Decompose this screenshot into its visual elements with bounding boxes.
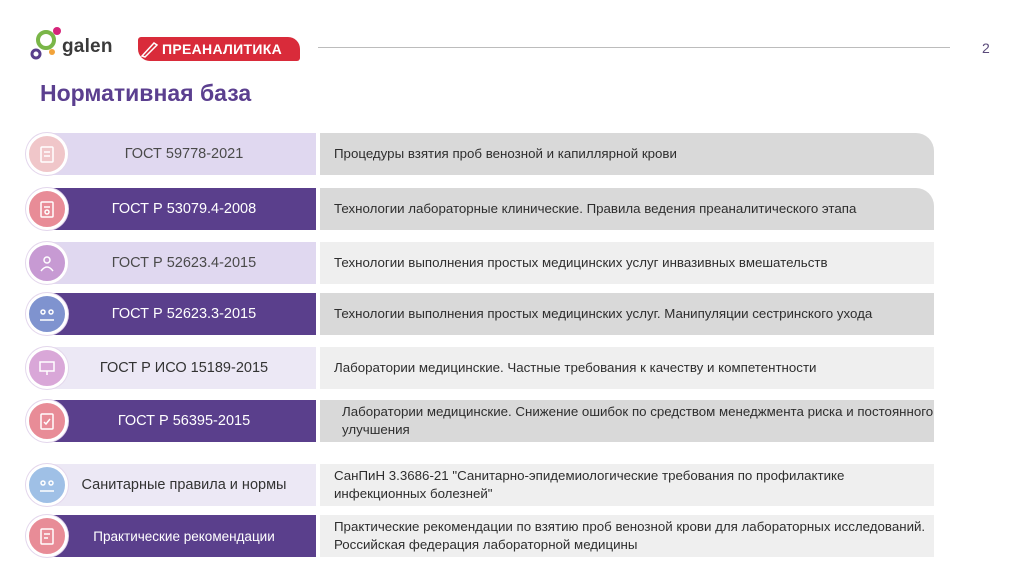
presentation-icon: [26, 347, 68, 389]
galen-logo-text: galen: [62, 36, 113, 57]
standard-label: Санитарные правила и нормы: [52, 464, 316, 506]
standard-description: Практические рекомендации по взятию проб венозной крови для лабораторных исследований. Российская федерация лабораторной медицины: [320, 515, 934, 557]
clipboard-icon: [26, 188, 68, 230]
standard-description: СанПиН 3.3686-21 "Санитарно-эпидемиологические требования по профилактике инфекционных болезней": [320, 464, 934, 506]
clipboard-icon: [26, 515, 68, 557]
page-number: 2: [982, 40, 990, 56]
standard-description: Технологии лабораторные клинические. Правила ведения преаналитического этапа: [320, 188, 934, 230]
standard-label: ГОСТ Р 52623.4-2015: [52, 242, 316, 284]
standard-label: Практические рекомендации: [52, 515, 316, 557]
brand-badge: [138, 37, 300, 61]
page-title: Нормативная база: [40, 80, 252, 106]
standard-description: Лаборатории медицинские. Снижение ошибок по средством менеджмента риска и постоянного улучшения: [320, 400, 934, 442]
doctor-icon: [26, 242, 68, 284]
team-icon: [26, 293, 68, 335]
team-icon: [26, 464, 68, 506]
standard-label: ГОСТ 59778-2021: [52, 133, 316, 175]
clipboard-icon: [26, 400, 68, 442]
brand-badge-label: ПРЕАНАЛИТИКА: [162, 41, 282, 57]
standard-label: ГОСТ Р ИСО 15189-2015: [52, 347, 316, 389]
pencil-icon: [140, 40, 160, 58]
standard-description: Лаборатории медицинские. Частные требования к качеству и компетентности: [320, 347, 934, 389]
clipboard-icon: [26, 133, 68, 175]
standard-description: Технологии выполнения простых медицинских услуг инвазивных вмешательств: [320, 242, 934, 284]
standard-description: Технологии выполнения простых медицинских услуг. Манипуляции сестринского ухода: [320, 293, 934, 335]
standard-label: ГОСТ Р 53079.4-2008: [52, 188, 316, 230]
standard-description: Процедуры взятия проб венозной и капиллярной крови: [320, 133, 934, 175]
standard-label: ГОСТ Р 56395-2015: [52, 400, 316, 442]
header-divider: [318, 47, 950, 48]
standard-label: ГОСТ Р 52623.3-2015: [52, 293, 316, 335]
